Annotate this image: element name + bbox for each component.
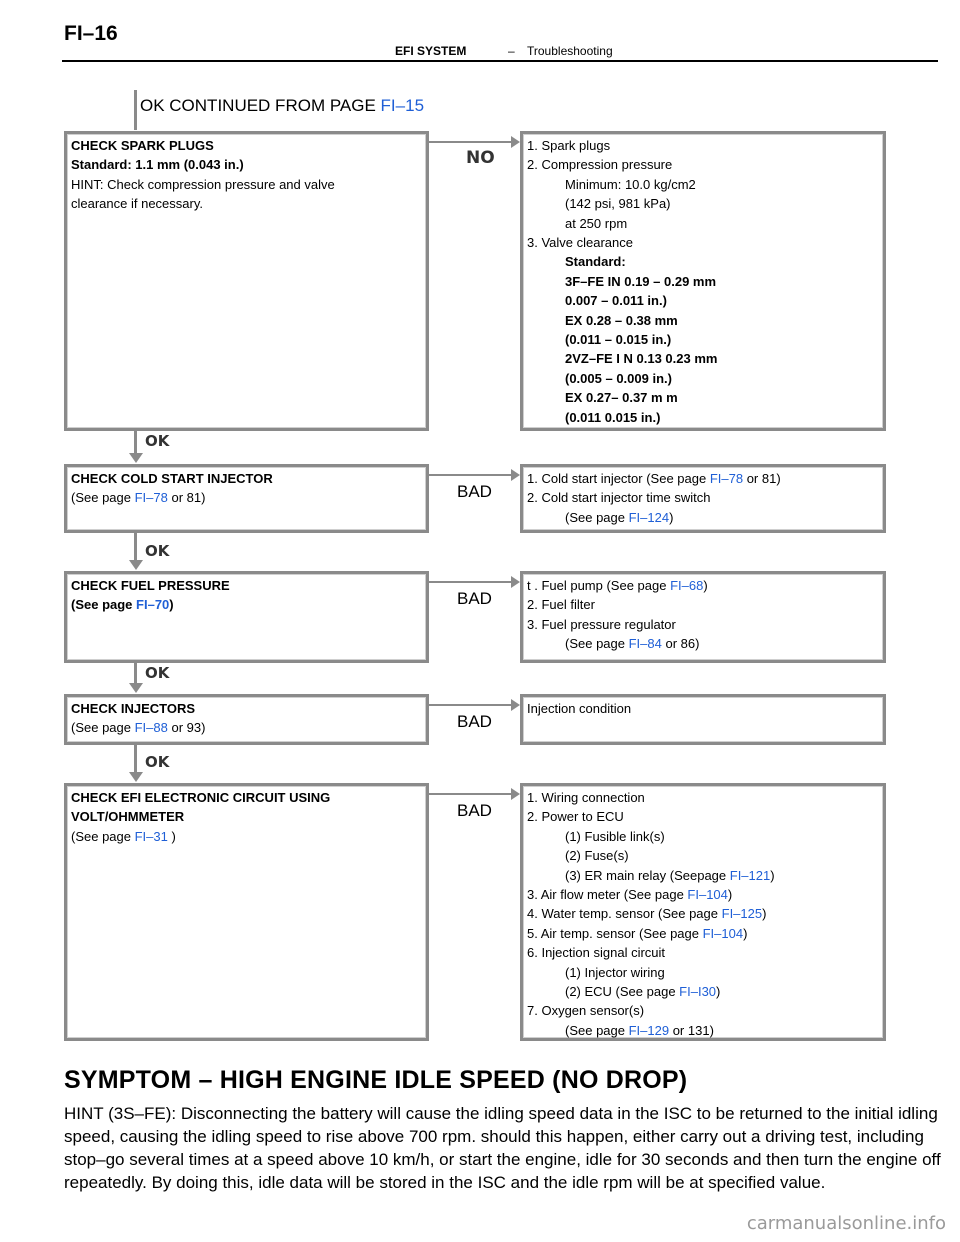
remedy-line: 1. Wiring connection	[527, 790, 645, 805]
branch-label: BAD	[457, 801, 492, 820]
remedy-line: (0.005 – 0.009 in.)	[565, 370, 672, 386]
line-text: (See page	[71, 490, 135, 506]
line-text: (See page	[565, 636, 629, 652]
ok-label: OK	[145, 753, 170, 771]
remedy-text	[527, 469, 781, 527]
line-text: )	[743, 925, 748, 941]
remedy-line: EX 0.27– 0.37 m m	[565, 390, 678, 406]
check-text	[71, 699, 205, 738]
check-line: VOLT/OHMMETER	[71, 809, 185, 825]
page-link[interactable]: FI–78	[134, 490, 168, 506]
line-text: (See page	[565, 509, 629, 525]
remedy-line: 0.007 – 0.011 in.)	[565, 293, 667, 309]
remedy-line	[527, 634, 708, 653]
flow-arrow-head	[129, 683, 143, 693]
branch-arrow-head	[511, 576, 520, 588]
remedy-text	[527, 788, 775, 1040]
flow-connector	[134, 742, 137, 772]
line-text: or 131)	[669, 1022, 714, 1038]
remedy-text	[527, 136, 717, 427]
line-text: or 93)	[167, 720, 206, 736]
line-text: or 86)	[661, 636, 700, 652]
line-text: (2) ECU (See page	[565, 984, 680, 1000]
line-text: )	[703, 578, 708, 593]
remedy-line	[527, 885, 775, 904]
branch-label: BAD	[457, 712, 492, 731]
header-section: EFI SYSTEM	[395, 44, 467, 58]
remedy-line: (0.011 0.015 in.)	[565, 409, 661, 425]
continued-text: OK CONTINUED FROM PAGE	[140, 96, 381, 115]
check-line: Standard: 1.1 mm (0.043 in.)	[71, 157, 244, 173]
check-text	[71, 469, 273, 508]
line-text: 3. Air flow meter (See page	[527, 887, 688, 903]
page-link[interactable]: FI–31	[134, 828, 168, 844]
line-text: (See page	[71, 597, 137, 613]
check-line: clearance if necessary.	[71, 196, 203, 212]
remedy-line: (1) Injector wiring	[565, 964, 665, 980]
remedy-text	[527, 699, 631, 718]
ok-label: OK	[145, 432, 170, 450]
branch-arrow	[429, 793, 512, 795]
branch-label: BAD	[457, 482, 492, 501]
flow-arrow-head	[129, 772, 143, 782]
symptom-hint: HINT (3S–FE): Disconnecting the battery will cause the idling speed data in the ISC to be returned to the initial idling speed, causing the idling speed to rise above 700 rpm. should this happen, either carry out a driving test, including stop–go several times at a speed above 10 km/h, or start the engine, idle for 30 seconds and then turn the engine off repeatedly. By doing this, idle data will be stored in the ISC and the idle rpm will be at specified value.	[64, 1104, 941, 1192]
check-text	[71, 576, 230, 615]
remedy-line: 1. Spark plugs	[527, 138, 611, 153]
remedy-line: Injection condition	[527, 701, 632, 716]
page-link[interactable]: FI–68	[670, 578, 704, 593]
branch-arrow	[429, 581, 512, 583]
page-link[interactable]: FI–104	[702, 925, 744, 941]
line-text: )	[770, 867, 775, 883]
remedy-box	[520, 464, 886, 533]
check-text	[71, 136, 335, 214]
check-line: CHECK INJECTORS	[71, 701, 196, 716]
remedy-line: 3F–FE IN 0.19 – 0.29 mm	[565, 273, 717, 289]
page-link[interactable]: FI–84	[628, 636, 662, 652]
remedy-line: Standard:	[565, 254, 626, 270]
ok-label: OK	[145, 542, 170, 560]
line-text: )	[167, 828, 176, 844]
check-box	[64, 571, 429, 663]
remedy-line	[527, 576, 708, 595]
page-link[interactable]: FI–70	[136, 597, 170, 613]
remedy-line: (0.011 – 0.015 in.)	[565, 332, 672, 348]
remedy-line: 6. Injection signal circuit	[527, 945, 666, 961]
line-text: (3) ER main relay (Seepage	[565, 867, 730, 883]
branch-arrow	[429, 704, 512, 706]
remedy-line	[527, 982, 775, 1001]
line-text: 1. Cold start injector (See page	[527, 471, 710, 486]
branch-arrow-head	[511, 136, 520, 148]
branch-label: NO	[466, 148, 495, 168]
check-box	[64, 783, 429, 1041]
flow-arrow-head	[129, 560, 143, 570]
line-text: )	[727, 887, 733, 903]
line-text: )	[762, 906, 767, 922]
remedy-line: 2. Compression pressure	[527, 157, 673, 173]
line-text: 5. Air temp. sensor (See page	[527, 925, 703, 941]
line-text: (See page	[71, 828, 135, 844]
check-box	[64, 694, 429, 745]
branch-arrow	[429, 141, 512, 143]
page-link[interactable]: FI–121	[729, 867, 771, 883]
remedy-box	[520, 131, 886, 431]
continued-from	[140, 96, 424, 116]
page-link[interactable]: FI–125	[721, 906, 763, 922]
remedy-line	[527, 924, 775, 943]
flow-connector	[134, 660, 137, 683]
check-line: CHECK EFI ELECTRONIC CIRCUIT USING	[71, 790, 331, 805]
page-number: FI–16	[64, 22, 118, 45]
remedy-line: at 250 rpm	[565, 215, 628, 231]
remedy-box	[520, 571, 886, 663]
flow-connector	[134, 530, 137, 560]
remedy-line: EX 0.28 – 0.38 mm	[565, 312, 678, 328]
page-link[interactable]: FI–88	[134, 720, 168, 736]
remedy-box	[520, 694, 886, 745]
remedy-line: 3. Valve clearance	[527, 235, 633, 251]
check-box	[64, 464, 429, 533]
header-rule	[62, 60, 938, 62]
page-link[interactable]: FI–I30	[679, 984, 717, 1000]
page-link[interactable]: FI–104	[687, 887, 728, 903]
page-link[interactable]: FI–129	[628, 1022, 670, 1038]
remedy-line: 2. Cold start injector time switch	[527, 490, 711, 506]
check-line	[71, 827, 330, 846]
remedy-line	[527, 904, 775, 923]
line-text: or 81)	[743, 471, 781, 486]
remedy-line	[527, 508, 781, 527]
header-topic: Troubleshooting	[527, 44, 613, 58]
remedy-line: (1) Fusible link(s)	[565, 828, 665, 844]
line-text: t . Fuel pump (See page	[527, 578, 671, 593]
remedy-line: 7. Oxygen sensor(s)	[527, 1003, 645, 1019]
branch-arrow	[429, 474, 512, 476]
remedy-line	[527, 1021, 775, 1040]
line-text: )	[169, 597, 174, 613]
remedy-box	[520, 783, 886, 1041]
check-line: CHECK SPARK PLUGS	[71, 138, 214, 153]
check-line	[71, 718, 205, 737]
branch-arrow-head	[511, 469, 520, 481]
symptom-title: SYMPTOM – HIGH ENGINE IDLE SPEED (NO DROP)	[64, 1066, 688, 1094]
remedy-line: 2. Fuel filter	[527, 597, 595, 613]
header-separator: –	[508, 44, 515, 58]
branch-arrow-head	[511, 699, 520, 711]
flow-arrow-head	[129, 453, 143, 463]
remedy-line	[527, 469, 781, 488]
branch-label: BAD	[457, 589, 492, 608]
remedy-line: 3. Fuel pressure regulator	[527, 616, 676, 632]
flow-connector	[134, 428, 137, 453]
flow-line-start	[134, 90, 137, 130]
line-text: 4. Water temp. sensor (See page	[527, 906, 722, 922]
ok-label: OK	[145, 664, 170, 682]
remedy-line: Minimum: 10.0 kg/cm2	[565, 176, 696, 192]
remedy-line: 2VZ–FE I N 0.13 0.23 mm	[565, 351, 718, 367]
remedy-line: (142 psi, 981 kPa)	[565, 196, 671, 212]
check-box	[64, 131, 429, 431]
remedy-line	[527, 866, 775, 885]
line-text: )	[716, 984, 721, 1000]
branch-arrow-head	[511, 788, 520, 800]
check-line: CHECK COLD START INJECTOR	[71, 471, 273, 486]
page-link[interactable]: FI–78	[709, 471, 744, 486]
check-line	[71, 595, 230, 614]
line-text: (See page	[71, 720, 135, 736]
remedy-line: 2. Power to ECU	[527, 809, 624, 825]
page-link[interactable]: FI–124	[628, 509, 670, 525]
line-text: (See page	[565, 1022, 629, 1038]
remedy-line: (2) Fuse(s)	[565, 848, 629, 864]
check-line: CHECK FUEL PRESSURE	[71, 578, 230, 593]
check-line: HINT: Check compression pressure and valve	[71, 176, 335, 192]
continued-link[interactable]: FI–15	[380, 96, 425, 115]
remedy-text	[527, 576, 708, 654]
watermark: carmanualsonline.info	[746, 1213, 946, 1234]
check-line	[71, 488, 273, 507]
line-text: or 81)	[167, 490, 206, 506]
check-text	[71, 788, 330, 846]
line-text: )	[669, 509, 674, 525]
